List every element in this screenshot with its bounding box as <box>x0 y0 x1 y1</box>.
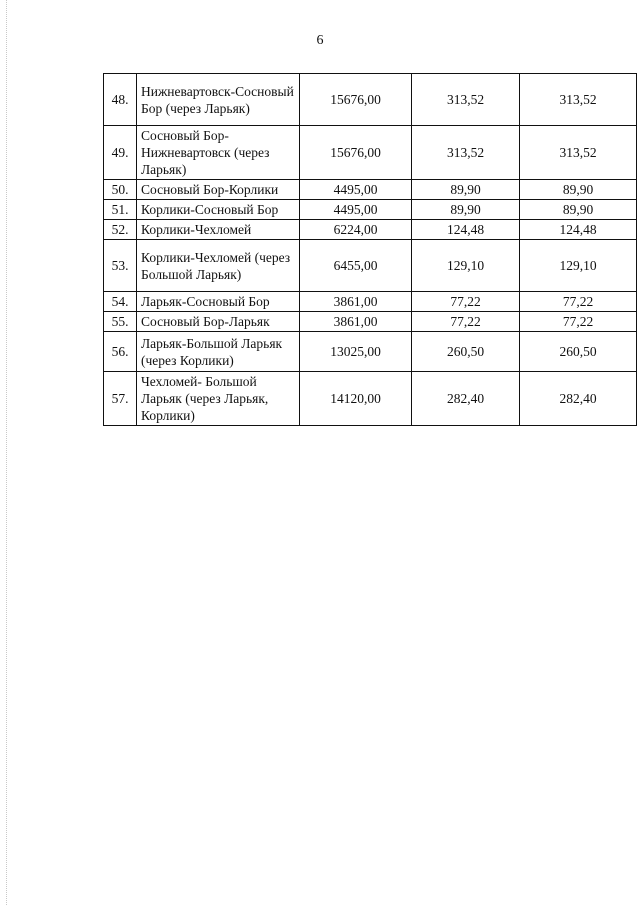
cost-value: 15676,00 <box>300 126 412 180</box>
value-a: 313,52 <box>412 126 520 180</box>
table-row <box>104 220 637 240</box>
route-name: Чехломей- Большой Ларьяк (через Ларьяк, Корлики) <box>137 372 300 426</box>
table-row <box>104 372 637 426</box>
row-number: 56. <box>104 332 137 372</box>
cost-value: 15676,00 <box>300 74 412 126</box>
value-a: 124,48 <box>412 220 520 240</box>
cost-value: 13025,00 <box>300 332 412 372</box>
table-row <box>104 292 637 312</box>
value-a: 89,90 <box>412 200 520 220</box>
table-row <box>104 200 637 220</box>
table-row <box>104 74 637 126</box>
scan-edge-line <box>6 0 7 905</box>
value-b: 77,22 <box>520 312 637 332</box>
cost-value: 6224,00 <box>300 220 412 240</box>
route-name: Сосновый Бор-Корлики <box>137 180 300 200</box>
cost-value: 4495,00 <box>300 180 412 200</box>
cost-value: 6455,00 <box>300 240 412 292</box>
row-number: 53. <box>104 240 137 292</box>
row-number: 51. <box>104 200 137 220</box>
row-number: 55. <box>104 312 137 332</box>
table-row <box>104 126 637 180</box>
route-name: Сосновый Бор-Нижневартовск (через Ларьяк) <box>137 126 300 180</box>
route-name: Сосновый Бор-Ларьяк <box>137 312 300 332</box>
value-a: 129,10 <box>412 240 520 292</box>
cost-value: 14120,00 <box>300 372 412 426</box>
table-row <box>104 180 637 200</box>
value-a: 260,50 <box>412 332 520 372</box>
table-row <box>104 312 637 332</box>
value-b: 282,40 <box>520 372 637 426</box>
row-number: 48. <box>104 74 137 126</box>
value-a: 77,22 <box>412 292 520 312</box>
value-b: 89,90 <box>520 200 637 220</box>
value-b: 313,52 <box>520 74 637 126</box>
route-name: Нижневартовск-Сосновый Бор (через Ларьяк) <box>137 74 300 126</box>
value-a: 77,22 <box>412 312 520 332</box>
value-b: 124,48 <box>520 220 637 240</box>
value-b: 77,22 <box>520 292 637 312</box>
cost-value: 3861,00 <box>300 292 412 312</box>
value-b: 313,52 <box>520 126 637 180</box>
table-row <box>104 332 637 372</box>
value-a: 313,52 <box>412 74 520 126</box>
row-number: 52. <box>104 220 137 240</box>
value-a: 89,90 <box>412 180 520 200</box>
page-number: 6 <box>316 33 324 48</box>
cost-value: 4495,00 <box>300 200 412 220</box>
row-number: 54. <box>104 292 137 312</box>
row-number: 50. <box>104 180 137 200</box>
routes-table <box>103 73 637 426</box>
route-name: Корлики-Чехломей <box>137 220 300 240</box>
route-name: Корлики-Чехломей (через Большой Ларьяк) <box>137 240 300 292</box>
value-b: 89,90 <box>520 180 637 200</box>
value-b: 129,10 <box>520 240 637 292</box>
row-number: 49. <box>104 126 137 180</box>
cost-value: 3861,00 <box>300 312 412 332</box>
route-name: Корлики-Сосновый Бор <box>137 200 300 220</box>
row-number: 57. <box>104 372 137 426</box>
route-name: Ларьяк-Большой Ларьяк (через Корлики) <box>137 332 300 372</box>
value-a: 282,40 <box>412 372 520 426</box>
value-b: 260,50 <box>520 332 637 372</box>
route-name: Ларьяк-Сосновый Бор <box>137 292 300 312</box>
table-row <box>104 240 637 292</box>
